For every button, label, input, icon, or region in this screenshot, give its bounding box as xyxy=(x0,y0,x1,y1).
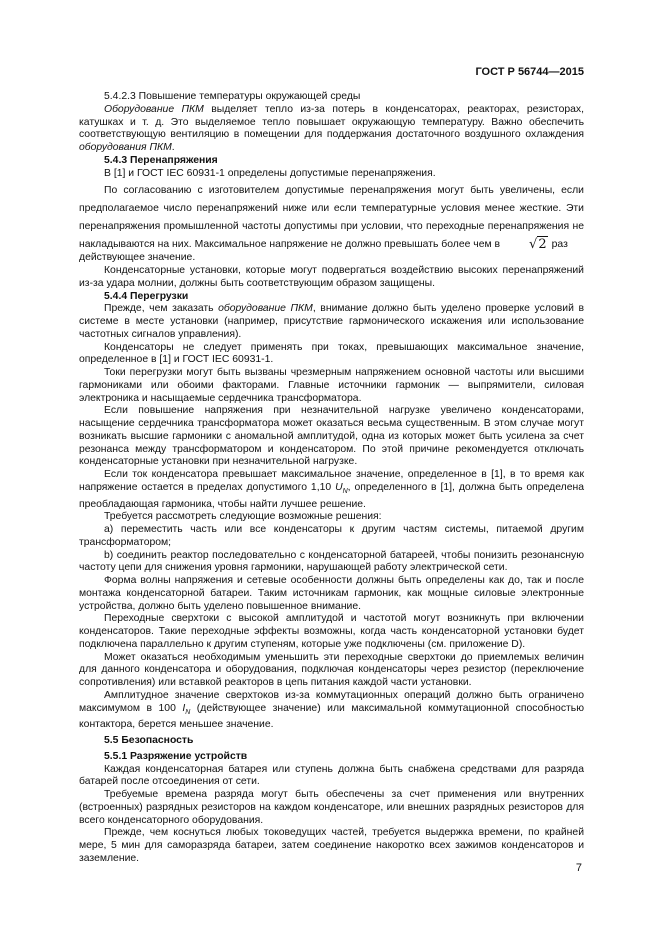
section-heading-5-5: 5.5 Безопасность xyxy=(104,735,194,747)
paragraph: Токи перегрузки могут быть вызваны чрезмерным напряжением основной частоты или высшими гармониками или обоими факторами. Главные источники гармоник — выпрямители, силовая электроника и насыщаемые сердечника трансформатора. xyxy=(79,367,584,404)
paragraph: Если повышение напряжения при незначительной нагрузке увеличено конденсаторами, насыщение сердечника трансформатора может оказаться весьма существенным. В этом случае могут возникать высшие гармоники с аномальной амплитудой, одна из которых может быть усилена за счет резонанса между трансформатором и конденсатором. По этой причине рекомендуется отключать конденсаторные установки при незначительной нагрузке. xyxy=(79,405,584,468)
subscript-n: N xyxy=(342,487,348,495)
paragraph: Может оказаться необходимым уменьшить эти переходные сверхтоки до приемлемых величин для данного конденсатора и оборудования, подключая конденсаторы через резистор (переключение сопротивления) или вставкой реакторов в цепь питания каждой части установки. xyxy=(79,651,584,689)
italic-term: Оборудование ПКМ xyxy=(104,103,204,115)
paragraph: В [1] и ГОСТ IEC 60931-1 определены допустимые перенапряжения. xyxy=(104,167,436,179)
section-heading-5-5-1: 5.5.1 Разряжение устройств xyxy=(104,750,248,762)
subscript-n: N xyxy=(185,708,191,716)
list-item: a) переместить часть или все конденсаторы к другим частям системы, питаемой другим трансформатором; xyxy=(79,524,584,548)
square-root-formula: √2 xyxy=(529,237,547,253)
italic-term: оборудования ПКМ xyxy=(79,142,172,153)
symbol-i: I xyxy=(182,702,186,714)
paragraph: Требуемые времена разряда могут быть обеспечены за счет применения или внутренних (встроенных) разрядных резисторов на каждом конденсаторе, или внешних разрядных резисторов для всего конденсаторного оборудования. xyxy=(79,789,584,826)
document-code: ГОСТ Р 56744—2015 xyxy=(475,66,584,78)
paragraph: Конденсаторы не следует применять при токах, превышающих максимальное значение, определенное в [1] и ГОСТ IEC 60931-1. xyxy=(79,341,584,366)
paragraph: Если ток конденсатора превышает максимальное значение, определенное в [1], в то время как напряжение остается в пределах допустимого 1,10 $U_N$, определенного в [1], должна быть определена преобладающая гармоника, чтобы найти лучшее решение. xyxy=(79,469,584,510)
paragraph: Прежде, чем заказать оборудование ПКМ, внимание должно быть уделено проверке условий в системе в месте установки (например, присутствие гармонического искажения или использование частотных сигналов управления). xyxy=(79,303,585,340)
paragraph: Требуется рассмотреть следующие возможные решения: xyxy=(104,511,382,523)
paragraph: Переходные сверхтоки с высокой амплитудой и частотой могут возникнуть при включении конденсаторов. Такие переходные эффекты возможны, когда часть конденсаторной установки будет подключена параллельно к другим ступеням, которые уже подключены (см. приложение D). xyxy=(79,613,584,650)
paragraph: Прежде, чем коснуться любых токоведущих частей, требуется выдержка времени, по крайней мере, 5 мин для саморазряда батареи, затем соединение накоротко всех зажимов конденсаторов и заземление. xyxy=(79,827,584,864)
page-number: 7 xyxy=(575,862,582,874)
paragraph: Каждая конденсаторная батарея или ступень должна быть снабжена средствами для разряда батарей после отсоединения от сети. xyxy=(79,763,584,788)
paragraph: Оборудование ПКМ выделяет тепло из-за потерь в конденсаторах, реакторах, резисторах, катушках и т. д. Это выделяемое тепло повышает окружающую температуру. Важно обеспечить соответствующую вентиляцию в помещении для поддержания достаточного воздушного охлаждения оборудования ПКМ. xyxy=(79,103,584,153)
italic-term: оборудование ПКМ xyxy=(218,303,313,315)
list-item: b) соединить реактор последовательно с конденсаторной батареей, чтобы понизить резонансную частоту цепи для снижения уровня гармоники, нарушающей работу электрической сети. xyxy=(79,549,584,574)
paragraph: Форма волны напряжения и сетевые особенности должны быть определены как до, так и после монтажа конденсаторной батареи. Таким источникам гармоник, как мощные силовые электронные устройства, должно быть уделено повышенное внимание. xyxy=(79,575,584,612)
document-body xyxy=(79,91,584,866)
section-heading-5-4-3: 5.4.3 Перенапряжения xyxy=(104,154,218,166)
paragraph-continuation: действующее значение. xyxy=(79,252,196,264)
symbol-u: U xyxy=(335,481,343,493)
subsection-heading-5-4-2-3: 5.4.2.3 Повышение температуры окружающей среды xyxy=(104,91,361,102)
section-heading-5-4-4: 5.4.4 Перегрузки xyxy=(104,290,189,302)
paragraph: По согласованию с изготовителем допустимые перенапряжения могут быть увеличены, если предполагаемое число перенапряжений ниже или если температурные условия менее жесткие. Эти перенапряжения промышленной частоты допустимы при условии, что переходные перенапряжения не накладываются на них. Максимальное напряжение не должно превышать более чем в √2 раз xyxy=(79,185,584,253)
paragraph: Амплитудное значение сверхтоков из-за коммутационных операций должно быть ограничено максимумом в 100 $I_N$ (действующее значение) или максимальной коммутационной способностью контактора, берется меньшее значение. xyxy=(79,689,584,731)
paragraph: Конденсаторные установки, которые могут подвергаться воздействию высоких перенапряжений из-за удара молнии, должны быть соответствующим образом защищены. xyxy=(79,265,584,289)
